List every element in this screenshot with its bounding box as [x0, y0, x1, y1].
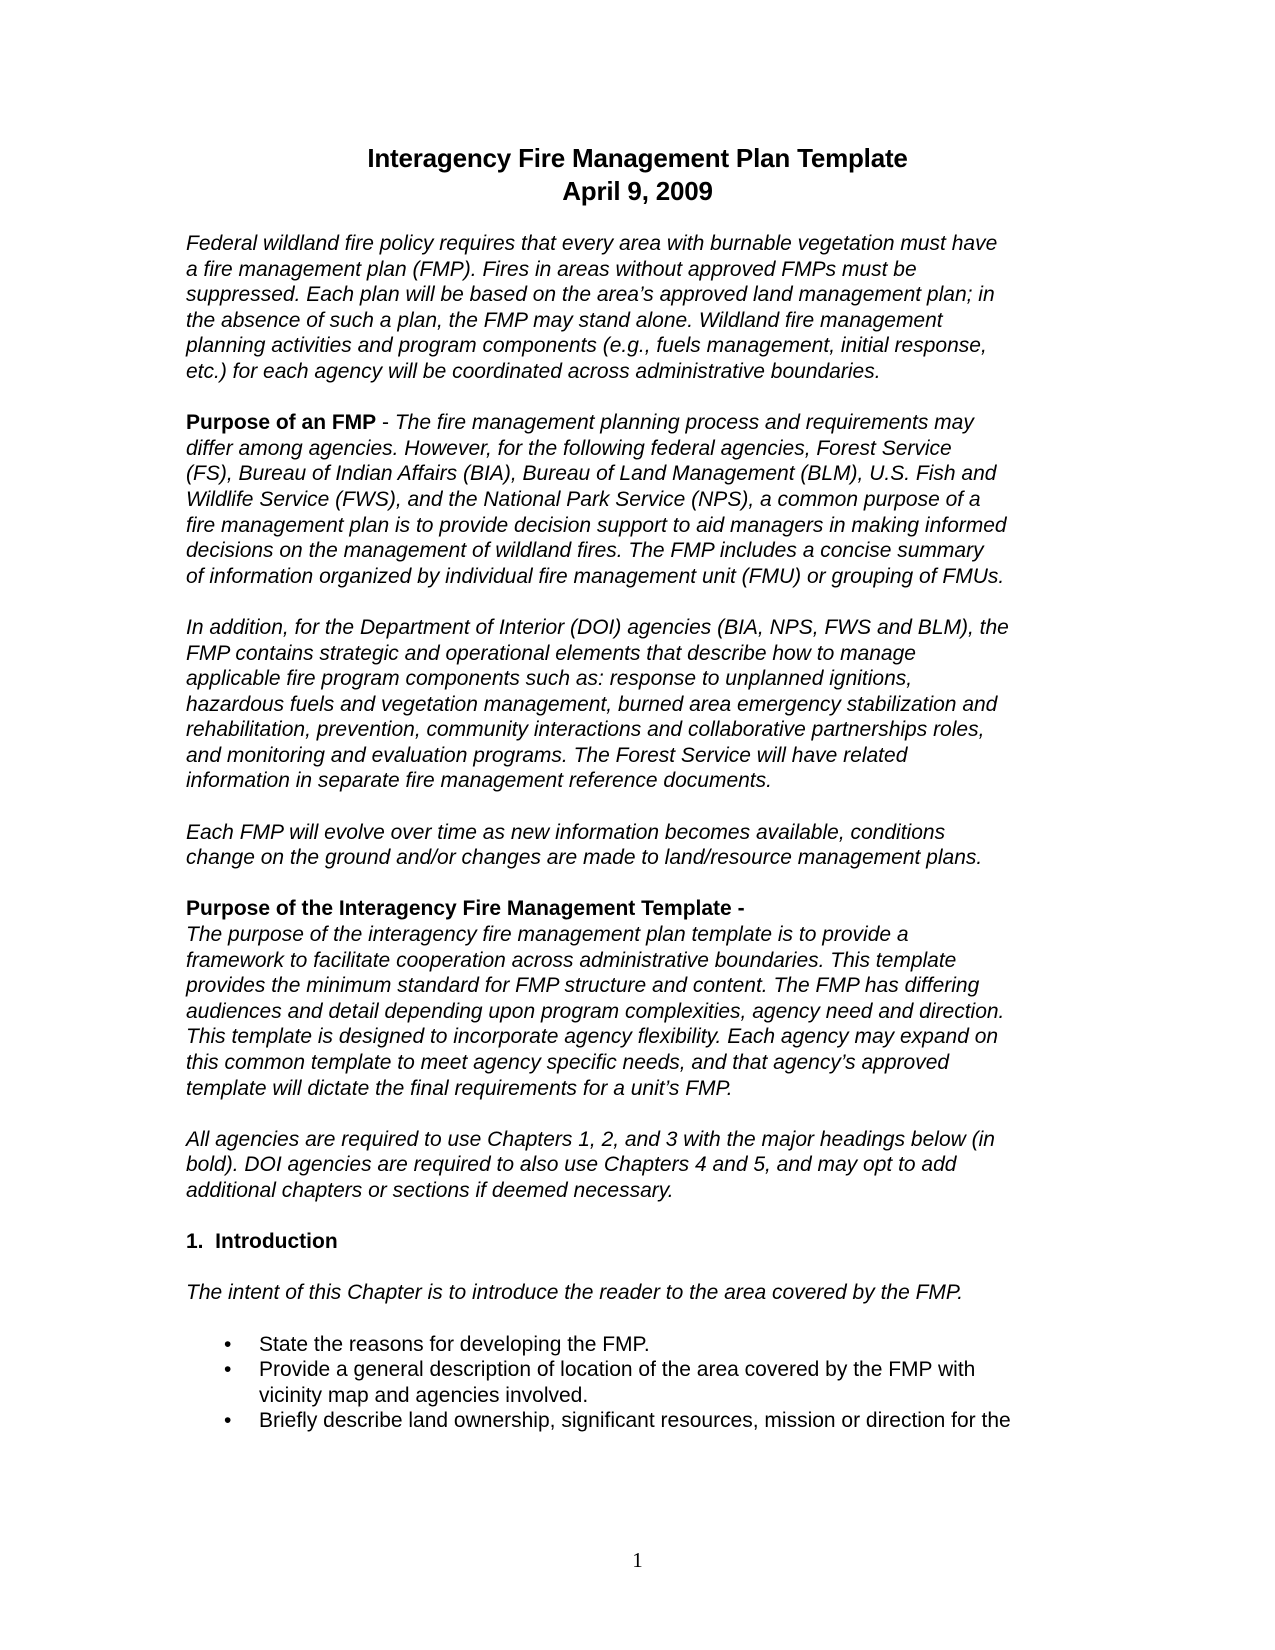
text-line: Federal wildland fire policy requires that every area with burnable vegetation must have	[186, 232, 998, 255]
text-line: a fire management plan (FMP). Fires in areas without approved FMPs must be	[186, 257, 917, 281]
text-line: the absence of such a plan, the FMP may stand alone. Wildland fire management	[186, 308, 943, 332]
bullet-icon: •	[224, 1332, 232, 1356]
list-item	[186, 1408, 1086, 1434]
bullet-icon: •	[224, 1409, 232, 1433]
document-body	[186, 231, 1086, 1434]
text-line: FMP contains strategic and operational elements that describe how to manage	[186, 641, 916, 665]
text-line: Briefly describe land ownership, significant resources, mission or direction for the	[259, 1409, 1011, 1433]
text-line: The purpose of the interagency fire management plan template is to provide a	[186, 923, 909, 947]
purpose-template-section	[186, 896, 1086, 1101]
document-title: Interagency Fire Management Plan Template	[367, 143, 908, 173]
purpose-template-heading: Purpose of the Interagency Fire Management Template -	[186, 897, 745, 921]
text-line	[186, 410, 1086, 436]
chapters-paragraph	[186, 1127, 1086, 1204]
bullet-icon: •	[224, 1358, 232, 1382]
page-number: 1	[632, 1548, 643, 1572]
text-line: this common template to meet agency specific needs, and that agency’s approved	[186, 1051, 950, 1074]
text-line: of information organized by individual fire management unit (FMU) or grouping of FMUs.	[186, 564, 1005, 588]
text-line: additional chapters or sections if deemed necessary.	[186, 1178, 674, 1202]
evolve-paragraph	[186, 820, 1086, 871]
text-line: etc.) for each agency will be coordinated across administrative boundaries.	[186, 359, 881, 383]
text-line: applicable fire program components such as: response to unplanned ignitions,	[186, 667, 913, 691]
intro-paragraph	[186, 231, 1086, 385]
heading-separator: -	[376, 411, 395, 435]
text-line: framework to facilitate cooperation across administrative boundaries. This template	[186, 948, 957, 972]
text-line: hazardous fuels and vegetation management, burned area emergency stabilization and	[186, 692, 998, 716]
text-line: provides the minimum standard for FMP structure and content. The FMP has differing	[186, 974, 980, 998]
text-line: This template is designed to incorporate agency flexibility. Each agency may expand on	[186, 1025, 999, 1049]
list-item	[186, 1332, 1086, 1358]
list-item	[186, 1357, 1086, 1408]
text-line: Wildlife Service (FWS), and the National Park Service (NPS), a common purpose of a	[186, 487, 981, 511]
title-block	[0, 142, 1275, 208]
text-line: suppressed. Each plan will be based on the area’s approved land management plan; in	[186, 283, 995, 307]
document-date: April 9, 2009	[562, 176, 713, 206]
section-1-heading: 1. Introduction	[186, 1230, 338, 1254]
text-line: In addition, for the Department of Interior (DOI) agencies (BIA, NPS, FWS and BLM), the	[186, 615, 1009, 639]
text-line: vicinity map and agencies involved.	[259, 1383, 589, 1407]
section-1-bullet-list	[186, 1332, 1086, 1434]
text-line: bold). DOI agencies are required to also use Chapters 4 and 5, and may opt to add	[186, 1153, 957, 1177]
purpose-fmp-section	[186, 410, 1086, 589]
text-line: All agencies are required to use Chapters 1, 2, and 3 with the major headings below (in	[186, 1127, 995, 1151]
doi-paragraph	[186, 615, 1086, 794]
text-line: fire management plan is to provide decision support to aid managers in making informed	[186, 513, 1007, 537]
text-line: State the reasons for developing the FMP.	[259, 1332, 650, 1356]
text-line: audiences and detail depending upon program complexities, agency need and direction.	[186, 999, 1005, 1023]
text-line: and monitoring and evaluation programs. The Forest Service will have related	[186, 743, 908, 767]
text-line: Each FMP will evolve over time as new information becomes available, conditions	[186, 820, 946, 844]
purpose-fmp-heading: Purpose of an FMP	[186, 411, 377, 435]
text-line: decisions on the management of wildland fires. The FMP includes a concise summary	[186, 539, 984, 563]
section-1-heading-block	[186, 1229, 1086, 1255]
purpose-fmp-first-line: The fire management planning process and requirements may	[394, 411, 974, 435]
section-1-intent	[186, 1280, 1086, 1306]
text-line: rehabilitation, prevention, community interactions and collaborative partnerships roles,	[186, 718, 985, 742]
text-line: The intent of this Chapter is to introduce the reader to the area covered by the FMP.	[186, 1281, 964, 1305]
text-line: (FS), Bureau of Indian Affairs (BIA), Bureau of Land Management (BLM), U.S. Fish and	[186, 462, 997, 486]
text-line: information in separate fire management reference documents.	[186, 769, 772, 793]
text-line: differ among agencies. However, for the following federal agencies, Forest Service	[186, 436, 952, 460]
text-line: Provide a general description of location of the area covered by the FMP with	[259, 1358, 976, 1382]
text-line: template will dictate the final requirements for a unit’s FMP.	[186, 1076, 733, 1100]
text-line: change on the ground and/or changes are made to land/resource management plans.	[186, 846, 983, 870]
text-line: planning activities and program components (e.g., fuels management, initial response,	[186, 334, 987, 358]
